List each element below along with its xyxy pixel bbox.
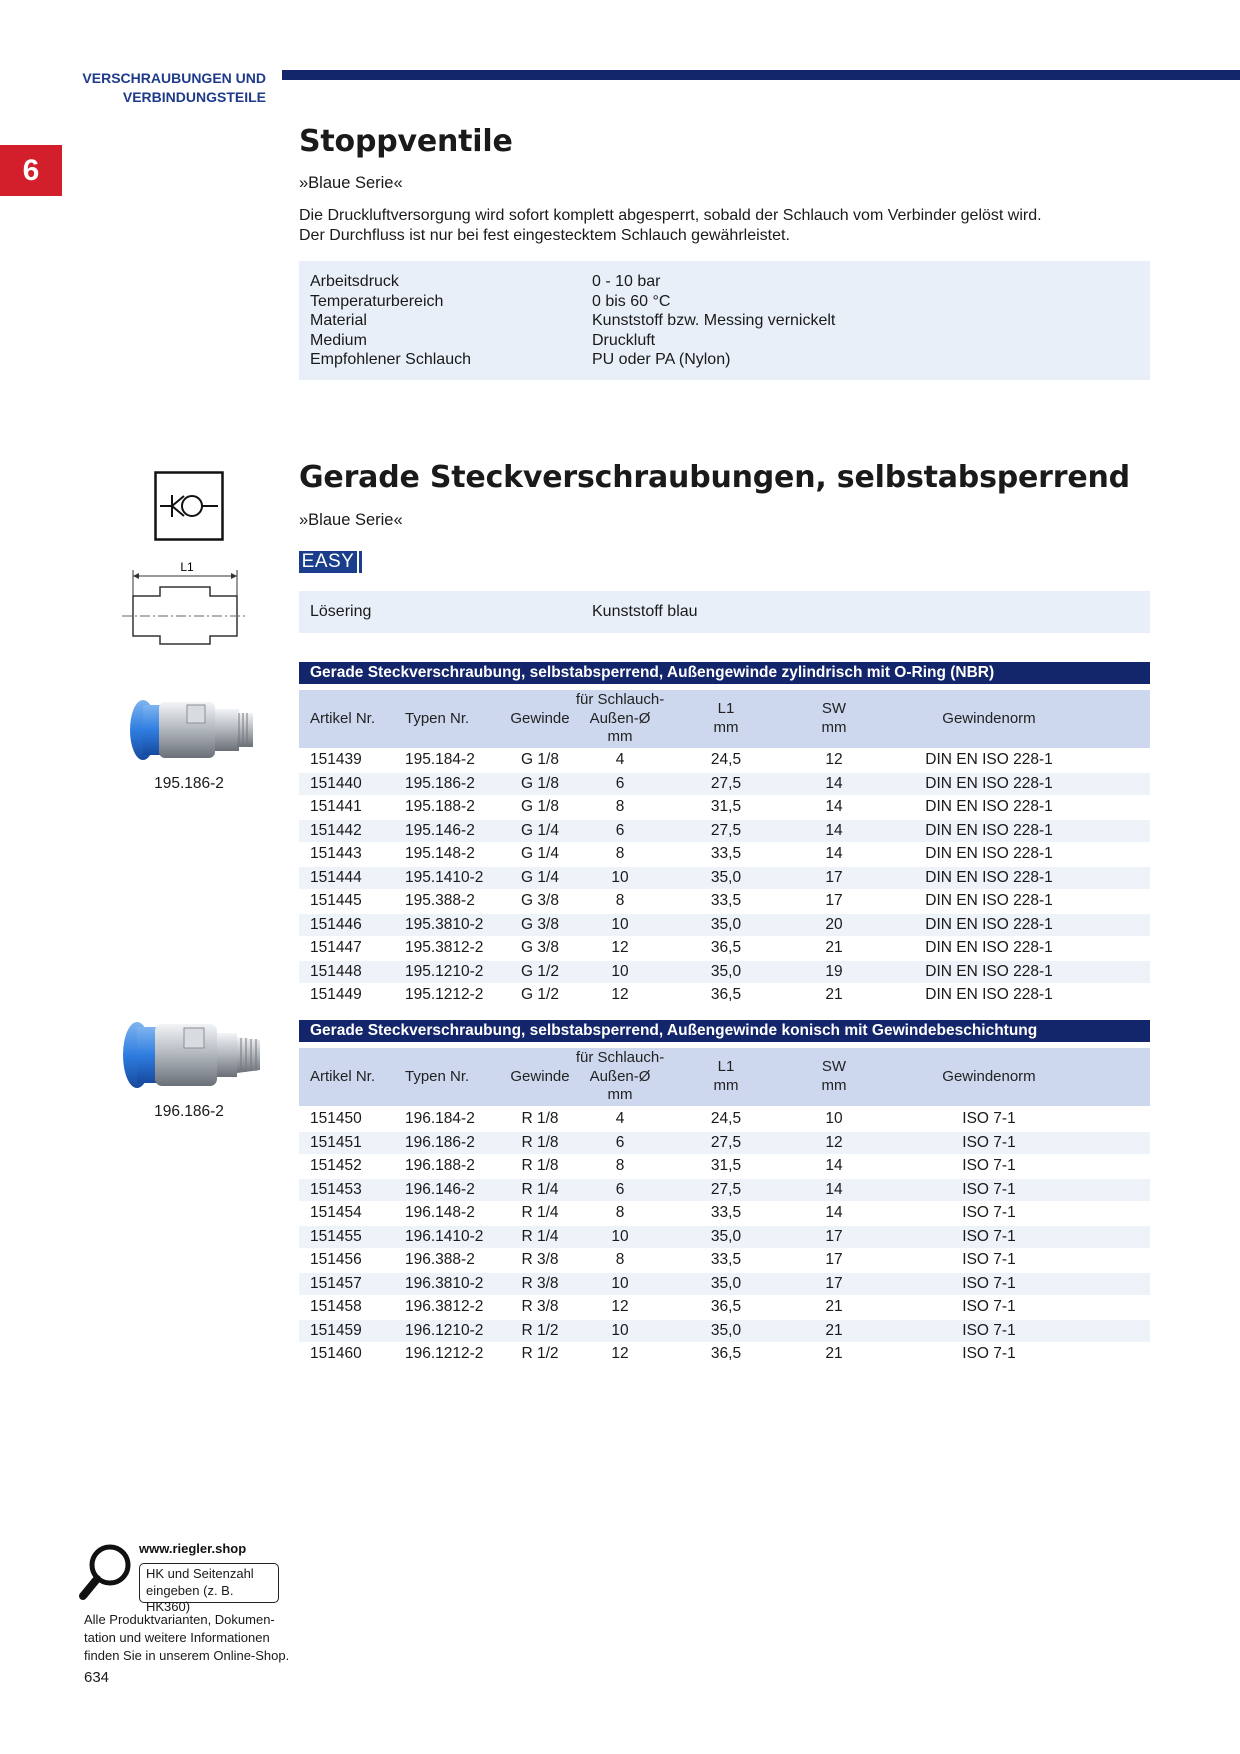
cell-schlauch: 12 [611,1298,629,1315]
cell-schlauch: 8 [615,845,625,862]
cell-l1: 24,5 [710,751,742,768]
cell-l1: 27,5 [710,1180,742,1198]
table-row [299,1226,1150,1250]
col-schlauch-line3: mm [607,1086,633,1103]
table1-column-header [299,690,1150,748]
cell-artikel: 151442 [310,821,362,839]
col-sw-unit: mm [821,718,847,736]
header-rule [282,70,1240,80]
cell-typen: 195.184-2 [405,751,475,768]
cell-sw: 12 [825,751,843,768]
easy-badge: EASY [299,551,357,573]
section-heading [60,69,266,107]
cell-artikel: 151439 [310,751,362,768]
cell-typen: 196.188-2 [405,1157,475,1174]
cell-norm: DIN EN ISO 228-1 [925,845,1053,862]
description-line1: Die Druckluftversorgung wird sofort komplett abgesperrt, sobald der Schlauch vom Verbinder gelöst wird. [299,207,1042,224]
table1-body [299,749,1150,1008]
cell-schlauch: 12 [611,986,629,1003]
cell-l1: 35,0 [710,1227,742,1245]
table-row [299,1155,1150,1179]
col-norm: Gewindenorm [942,1068,1036,1085]
spec-value: Druckluft [592,331,656,349]
series-label: »Blaue Serie« [299,174,403,192]
cell-norm: ISO 7-1 [962,1227,1016,1245]
cell-gewinde: R 3/8 [521,1251,559,1268]
cell-l1: 27,5 [710,774,742,792]
spec-value: 0 - 10 bar [592,273,661,290]
cell-typen: 195.188-2 [405,798,475,815]
spec-label: Material [310,312,367,329]
cell-sw: 14 [825,774,843,792]
table1-title-bar [299,662,1150,684]
cell-gewinde: G 3/8 [521,939,559,956]
cell-gewinde: R 1/2 [521,1321,559,1339]
cell-typen: 196.1210-2 [405,1321,484,1339]
cell-gewinde: R 3/8 [521,1298,559,1315]
spec-box [299,261,1150,380]
cell-artikel: 151446 [310,915,362,933]
footer-note-line3: finden Sie in unserem Online-Shop. [84,1648,290,1663]
series-label: »Blaue Serie« [299,511,403,529]
cell-typen: 196.1410-2 [405,1227,484,1245]
col-l1 [696,1058,756,1095]
col-sw [814,700,854,737]
cell-l1: 31,5 [710,1157,742,1174]
cell-typen: 195.3812-2 [405,939,484,956]
cell-norm: DIN EN ISO 228-1 [925,751,1053,768]
col-schlauch-line3: mm [607,728,633,745]
col-typen: Typen Nr. [405,710,470,727]
col-schlauch [575,1049,665,1105]
section-heading-line1: VERSCHRAUBUNGEN UND [82,70,266,86]
table-row [299,1179,1150,1203]
footer-note-line1: Alle Produktvarianten, Dokumen- [84,1612,275,1627]
cell-sw: 14 [825,1157,843,1174]
table-row [299,1108,1150,1132]
col-schlauch-line1: für Schlauch- [575,691,665,708]
table-row [299,1202,1150,1226]
cell-artikel: 151450 [310,1110,362,1127]
cell-typen: 195.148-2 [405,845,475,862]
col-l1-unit: mm [713,718,739,736]
table-row [299,984,1150,1008]
page-number: 634 [84,1669,110,1686]
description-line2: Der Durchfluss ist nur bei fest eingestecktem Schlauch gewährleistet. [299,226,790,244]
cell-gewinde: G 3/8 [521,892,559,909]
cell-sw: 12 [825,1133,843,1151]
col-gewinde: Gewinde [510,710,570,727]
cell-sw: 20 [825,915,843,933]
check-valve-symbol-icon [154,471,224,541]
cell-norm: DIN EN ISO 228-1 [925,915,1053,933]
cell-typen: 196.388-2 [405,1251,475,1268]
cell-l1: 33,5 [710,1204,742,1221]
cell-typen: 196.3810-2 [405,1274,484,1292]
cell-artikel: 151449 [310,986,362,1003]
col-l1-label: L1 [717,700,735,717]
cell-artikel: 151460 [310,1345,362,1362]
col-sw [814,1058,854,1095]
cell-artikel: 151440 [310,774,362,792]
section-heading-line2: VERBINDUNGSTEILE [122,89,266,105]
spec-value: PU oder PA (Nylon) [592,351,731,368]
col-l1-unit: mm [713,1076,739,1094]
cell-artikel: 151454 [310,1204,362,1221]
release-ring-label: Lösering [310,603,372,620]
cell-norm: DIN EN ISO 228-1 [925,868,1053,886]
cell-schlauch: 8 [615,798,625,815]
cell-sw: 17 [825,1274,843,1292]
cell-gewinde: G 1/4 [521,868,559,886]
product-image-caption: 195.186-2 [154,775,224,792]
cell-schlauch: 12 [611,1345,629,1362]
cell-schlauch: 10 [611,1274,629,1292]
cell-sw: 21 [825,1345,843,1362]
shop-hint-box [139,1563,279,1614]
cell-artikel: 151451 [310,1133,362,1151]
cell-gewinde: G 1/4 [521,845,559,862]
footer-note [84,1611,304,1665]
cell-l1: 33,5 [710,892,742,909]
col-schlauch-line2: Außen-Ø [589,709,651,727]
cell-typen: 196.184-2 [405,1110,475,1127]
table-row [299,961,1150,985]
cell-norm: ISO 7-1 [962,1251,1016,1268]
cell-norm: DIN EN ISO 228-1 [925,821,1053,839]
cell-sw: 10 [825,1110,843,1127]
cell-gewinde: R 1/2 [521,1345,559,1362]
cell-l1: 24,5 [710,1110,742,1127]
cell-gewinde: R 1/4 [521,1204,559,1221]
cell-typen: 196.186-2 [405,1133,475,1151]
cell-schlauch: 8 [615,1204,625,1221]
cell-schlauch: 6 [615,774,625,792]
footer-note-line2: tation und weitere Informationen [84,1630,270,1645]
table-row [299,914,1150,938]
cell-sw: 14 [825,845,843,862]
cell-l1: 33,5 [710,1251,742,1268]
col-l1 [696,700,756,737]
cell-gewinde: R 1/4 [521,1180,559,1198]
cell-schlauch: 10 [611,962,629,980]
cell-schlauch: 10 [611,915,629,933]
cell-schlauch: 6 [615,1133,625,1151]
magnifier-icon [78,1541,136,1601]
cell-artikel: 151445 [310,892,362,909]
cell-gewinde: G 1/2 [521,962,559,980]
cell-sw: 21 [825,1298,843,1315]
cell-l1: 33,5 [710,845,742,862]
table2-title: Gerade Steckverschraubung, selbstabsperrend, Außengewinde konisch mit Gewindebeschichtung [310,1022,1038,1039]
cell-schlauch: 10 [611,1321,629,1339]
col-sw-label: SW [821,700,847,717]
col-l1-label: L1 [717,1058,735,1075]
cell-norm: DIN EN ISO 228-1 [925,892,1053,909]
cell-schlauch: 4 [615,1110,625,1127]
cell-gewinde: G 3/8 [521,915,559,933]
cell-typen: 196.148-2 [405,1204,475,1221]
table2-column-header [299,1048,1150,1106]
cell-artikel: 151456 [310,1251,362,1268]
cell-norm: DIN EN ISO 228-1 [925,798,1053,815]
cell-typen: 196.3812-2 [405,1298,484,1315]
cell-artikel: 151458 [310,1298,362,1315]
shop-link[interactable]: www.riegler.shop [139,1541,247,1556]
spec-label: Empfohlener Schlauch [310,351,471,368]
col-sw-unit: mm [821,1076,847,1094]
cell-gewinde: G 1/8 [521,774,559,792]
col-norm: Gewindenorm [942,710,1036,727]
cell-norm: ISO 7-1 [962,1133,1016,1151]
cell-sw: 19 [825,962,843,980]
table2-title-bar [299,1020,1150,1042]
cell-artikel: 151455 [310,1227,362,1245]
cell-norm: ISO 7-1 [962,1345,1016,1362]
col-artikel: Artikel Nr. [310,1068,376,1085]
table-row [299,867,1150,891]
cell-sw: 21 [825,1321,843,1339]
cell-norm: ISO 7-1 [962,1157,1016,1174]
cell-sw: 21 [825,939,843,956]
spec-label: Arbeitsdruck [310,273,399,290]
cell-norm: ISO 7-1 [962,1204,1016,1221]
spec-value: Kunststoff bzw. Messing vernickelt [592,312,836,329]
cell-typen: 196.1212-2 [405,1345,484,1362]
col-gewinde: Gewinde [510,1068,570,1085]
cell-artikel: 151459 [310,1321,362,1339]
table-row [299,749,1150,773]
col-typen: Typen Nr. [405,1068,470,1085]
cell-l1: 35,0 [710,868,742,886]
col-sw-label: SW [821,1058,847,1075]
cell-norm: ISO 7-1 [962,1110,1016,1127]
cell-norm: DIN EN ISO 228-1 [925,986,1053,1003]
cell-gewinde: R 1/8 [521,1110,559,1127]
cell-gewinde: G 1/8 [521,751,559,768]
section-title-steckverschraubungen: Gerade Steckverschraubungen, selbstabsperrend [299,460,1130,495]
spec-label: Temperaturbereich [310,292,444,310]
shop-hint-line2: eingeben (z. B. HK360) [146,1582,234,1614]
table-row [299,773,1150,797]
spec-value: 0 bis 60 °C [592,292,671,310]
cell-sw: 14 [825,798,843,815]
col-schlauch-line2: Außen-Ø [589,1067,651,1085]
table-row [299,1132,1150,1156]
cell-typen: 195.1210-2 [405,962,484,980]
cell-schlauch: 8 [615,1251,625,1268]
cell-artikel: 151443 [310,845,362,862]
cell-schlauch: 10 [611,1227,629,1245]
cell-typen: 195.146-2 [405,821,475,839]
cell-typen: 195.388-2 [405,892,475,909]
cell-l1: 35,0 [710,962,742,980]
cell-gewinde: G 1/2 [521,986,559,1003]
table2-body [299,1108,1150,1367]
cell-gewinde: R 1/8 [521,1157,559,1174]
cell-artikel: 151447 [310,939,362,956]
cell-artikel: 151448 [310,962,362,980]
cell-l1: 36,5 [710,1298,742,1315]
product-image-caption: 196.186-2 [154,1103,224,1120]
dimension-drawing-icon [122,556,246,650]
col-schlauch-line1: für Schlauch- [575,1049,665,1066]
col-artikel: Artikel Nr. [310,710,376,727]
cell-sw: 14 [825,1204,843,1221]
cell-l1: 35,0 [710,915,742,933]
cell-sw: 21 [825,986,843,1003]
cell-sw: 17 [825,868,843,886]
cell-typen: 196.146-2 [405,1180,475,1198]
cell-l1: 31,5 [710,798,742,815]
easy-badge-bar [359,551,362,573]
cell-norm: ISO 7-1 [962,1321,1016,1339]
cell-schlauch: 8 [615,1157,625,1174]
cell-norm: ISO 7-1 [962,1298,1016,1315]
cell-gewinde: R 1/8 [521,1133,559,1151]
cell-gewinde: G 1/8 [521,798,559,815]
table-row [299,1249,1150,1273]
cell-artikel: 151453 [310,1180,362,1198]
cell-typen: 195.3810-2 [405,915,484,933]
cell-typen: 195.1212-2 [405,986,484,1003]
description [299,206,1139,245]
table-row [299,1343,1150,1367]
table-row [299,843,1150,867]
cell-norm: DIN EN ISO 228-1 [925,962,1053,980]
cell-artikel: 151441 [310,798,362,815]
cell-schlauch: 6 [615,1180,625,1198]
cell-l1: 36,5 [710,986,742,1003]
cell-artikel: 151452 [310,1157,362,1174]
cell-sw: 14 [825,821,843,839]
table-row [299,796,1150,820]
col-schlauch [575,691,665,747]
table-row [299,820,1150,844]
product-image-196 [122,1018,262,1092]
table-row [299,890,1150,914]
cell-l1: 36,5 [710,939,742,956]
cell-norm: ISO 7-1 [962,1274,1016,1292]
cell-gewinde: R 3/8 [521,1274,559,1292]
cell-gewinde: G 1/4 [521,821,559,839]
cell-norm: DIN EN ISO 228-1 [925,774,1053,792]
shop-hint-line1: HK und Seitenzahl [146,1566,254,1581]
cell-typen: 195.186-2 [405,774,475,792]
cell-schlauch: 12 [611,939,629,956]
cell-schlauch: 6 [615,821,625,839]
cell-artikel: 151444 [310,868,362,886]
cell-l1: 27,5 [710,821,742,839]
cell-artikel: 151457 [310,1274,362,1292]
chapter-tab[interactable]: 6 [0,145,62,196]
cell-sw: 14 [825,1180,843,1198]
cell-l1: 36,5 [710,1345,742,1362]
cell-schlauch: 8 [615,892,625,909]
cell-l1: 35,0 [710,1321,742,1339]
cell-l1: 35,0 [710,1274,742,1292]
table-row [299,937,1150,961]
cell-l1: 27,5 [710,1133,742,1151]
cell-norm: DIN EN ISO 228-1 [925,939,1053,956]
release-ring-value: Kunststoff blau [592,603,698,620]
release-ring-box [299,591,1150,633]
product-image-195 [129,695,257,765]
cell-norm: ISO 7-1 [962,1180,1016,1198]
table-row [299,1320,1150,1344]
table1-title: Gerade Steckverschraubung, selbstabsperrend, Außengewinde zylindrisch mit O-Ring (NBR) [310,664,995,681]
cell-gewinde: R 1/4 [521,1227,559,1245]
table-row [299,1296,1150,1320]
cell-typen: 195.1410-2 [405,868,484,886]
cell-sw: 17 [825,1227,843,1245]
cell-sw: 17 [825,1251,843,1268]
cell-schlauch: 4 [615,751,625,768]
cell-schlauch: 10 [611,868,629,886]
table-row [299,1273,1150,1297]
spec-label: Medium [310,331,367,349]
cell-sw: 17 [825,892,843,909]
dimension-label: L1 [180,560,194,574]
section-title-stoppventile: Stoppventile [299,124,513,159]
